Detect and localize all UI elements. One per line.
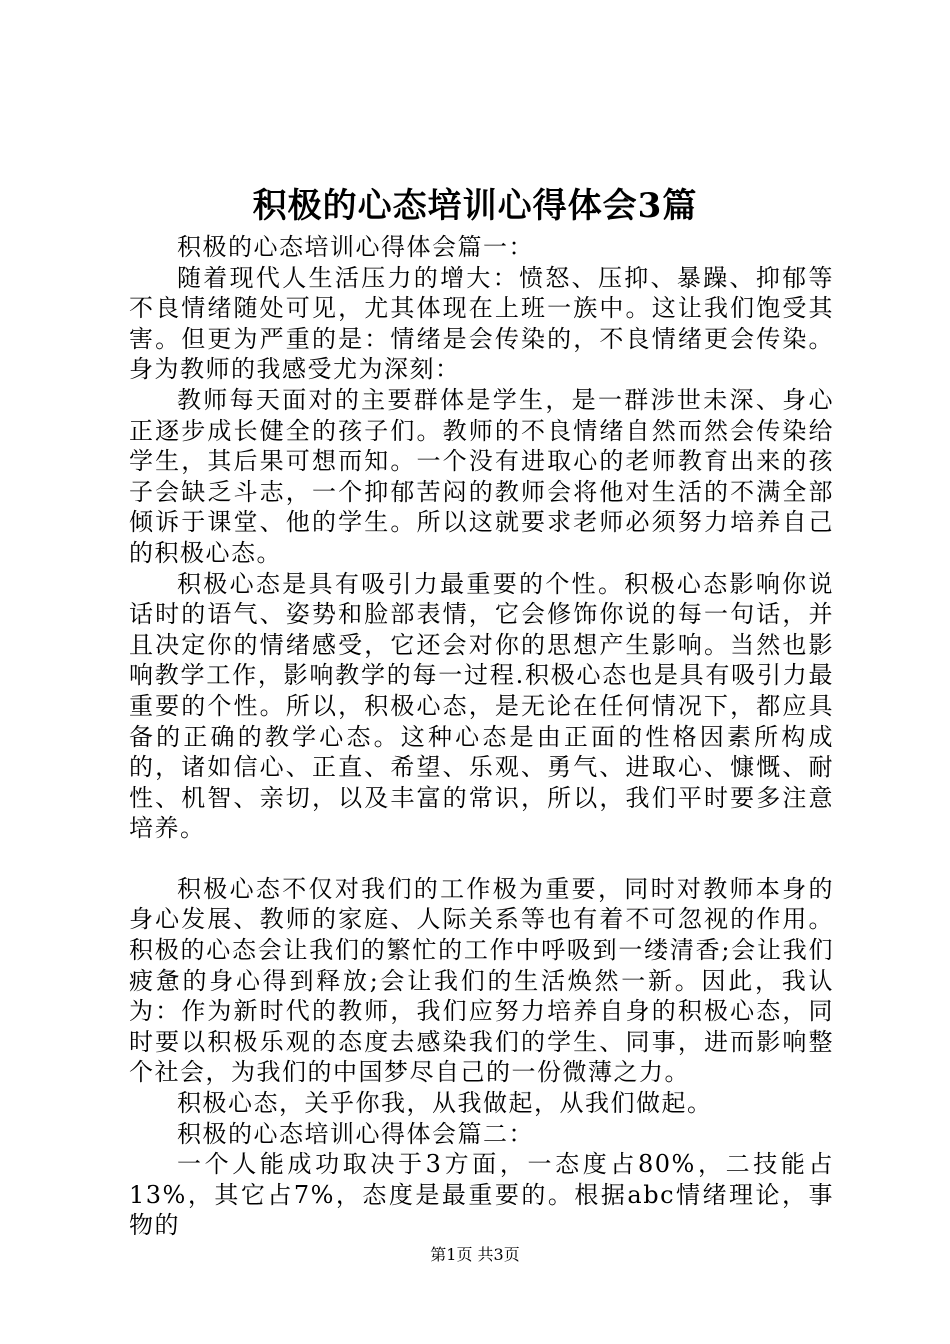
section-heading-1: 积极的心态培训心得体会篇一： [177,233,534,261]
paragraph: 积极心态，关乎你我，从我做起，从我们做起。 [177,1089,713,1118]
paragraph: 积极心态不仅对我们的工作极为重要，同时对教师本身的身心发展、教师的家庭、人际关系等也有着不可忽视的作用。积极的心态会让我们的繁忙的工作中呼吸到一缕清香;会让我们疲惫的身心得到释放;会让我们的生活焕然一新。因此，我认为：作为新时代的教师，我们应努力培养自身的积极心态，同时要以积极乐观的态度去感染我们的学生、同事，进而影响整个社会，为我们的中国梦尽自己的一份微薄之力。 [129,874,834,1087]
paragraph: 随着现代人生活压力的增大：愤怒、压抑、暴躁、抑郁等不良情绪随处可见，尤其体现在上班一族中。这让我们饱受其害。但更为严重的是：情绪是会传染的，不良情绪更会传染。身为教师的我感受尤为深刻： [129,263,834,384]
document-body [129,232,834,1241]
document-title: 积极的心态培训心得体会3篇 [252,186,698,226]
page-footer: 第1页 共3页 [430,1245,520,1264]
paragraph: 积极心态是具有吸引力最重要的个性。积极心态影响你说话时的语气、姿势和脸部表情，它会修饰你说的每一句话，并且决定你的情绪感受，它还会对你的思想产生影响。当然也影响教学工作，影响教学的每一过程.积极心态也是具有吸引力最重要的个性。所以，积极心态，是无论在任何情况下，都应具备的正确的教学心态。这种心态是由正面的性格因素所构成的，诸如信心、正直、希望、乐观、勇气、进取心、慷慨、耐性、机智、亲切，以及丰富的常识，所以，我们平时要多注意培养。 [129,569,834,843]
paragraph: 一个人能成功取决于3方面，一态度占80%，二技能占13%，其它占7%，态度是最重要的。根据abc情绪理论，事物的 [129,1150,834,1240]
section-heading-2: 积极的心态培训心得体会篇二： [177,1119,534,1148]
paragraph: 教师每天面对的主要群体是学生，是一群涉世未深、身心正逐步成长健全的孩子们。教师的不良情绪自然而然会传染给学生，其后果可想而知。一个没有进取心的老师教育出来的孩子会缺乏斗志，一个抑郁苦闷的教师会将他对生活的不满全部倾诉于课堂、他的学生。所以这就要求老师必须努力培养自己的积极心态。 [129,385,834,567]
